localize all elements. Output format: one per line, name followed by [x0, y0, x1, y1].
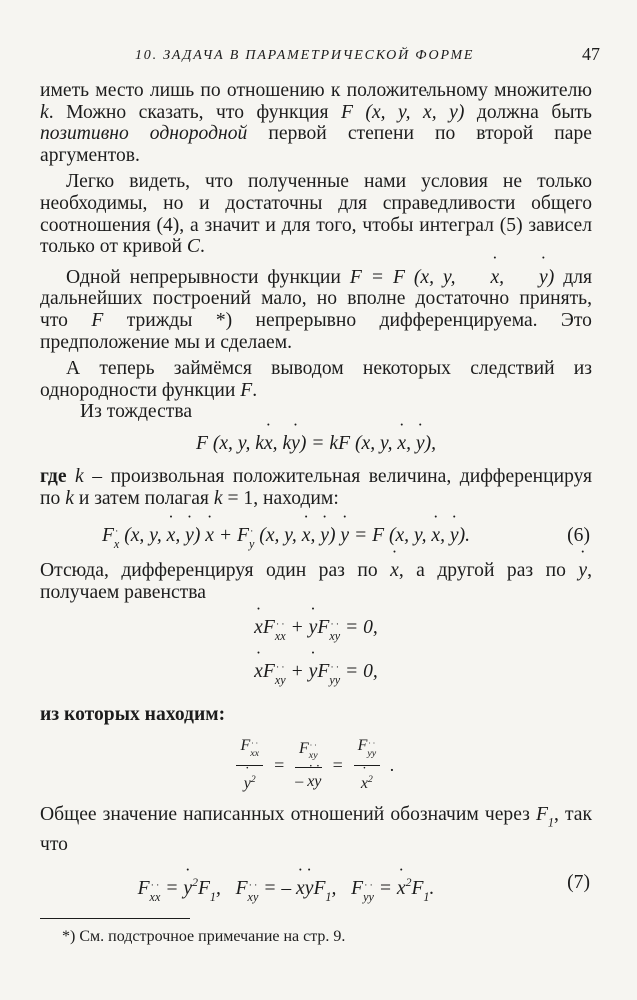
paragraph-5: Из тождества [80, 401, 193, 423]
footnote-rule [40, 918, 190, 919]
paragraph-9: Общее значение написанных отношений обозначим через $F_1$, так что [40, 804, 592, 856]
system-equation-2: ˙ xF˙ $_{x˙ y}$ + ˙ yF˙ $_{y˙ y}$ = 0, [40, 657, 592, 695]
running-title: 10. ЗАДАЧА В ПАРАМЕТРИЧЕСКОЙ ФОРМЕ [135, 48, 475, 63]
paragraph-2: Легко видеть, что полученные нами условия не только необходимы, но и достаточны для справедливости общего соотношения (4), а значит и для того, чтобы интеграл (5) зависел только от кривой C. [40, 171, 592, 258]
paragraph-6: где k – произвольная положительная величина, дифференцируя по k и затем полагая k = 1, находим: [40, 465, 593, 509]
equation-system [40, 613, 592, 694]
ratio-equation: F˙ $_{x˙ x}$ ˙ $y^2$ = F˙ $_{x˙ y}$ – ˙ x˙ y = F˙ $_{y˙ y}$ ˙ $x^2$ . [40, 735, 592, 795]
ratio-3: F˙ $_{y˙ y}$ ˙ $x^2$ [354, 735, 381, 796]
paragraph-8: из которых находим: [40, 703, 226, 725]
equation-6: F˙ $_x$ (x, y, ˙ x, ˙ y) ˙ x + F˙ $_y$ (x, y, ˙ x, ˙ y) ˙ y = F (x, y, ˙ x, ˙ y). (6) [40, 521, 592, 551]
paragraph-1: иметь место лишь по отношению к положительному множителю k. Можно сказать, что функция F (x, y, ˙ x, ˙ y) должна быть позитивно однородной первой степени по второй паре аргументов. [40, 80, 592, 166]
running-header [40, 44, 600, 68]
footnote: *) См. подстрочное примечание на стр. 9. [62, 928, 346, 945]
page-number: 47 [582, 44, 600, 64]
equation-7: F˙ $_{x˙ x}$ = ˙ $y^2F_1$, F˙ $_{x˙ y}$ = – ˙ x˙ $yF_1$, F˙ $_{y˙ y}$ = ˙ $x^2F_1$. (7) [40, 868, 592, 898]
identity-equation: F (x, y, k˙ x, k˙ y) = kF (x, y, ˙ x, ˙ y), [40, 431, 592, 457]
paragraph-7: Отсюда, дифференцируя один раз по ˙ x, а другой раз по ˙ y, получаем равенства [40, 560, 592, 603]
page-body [40, 80, 593, 904]
equation-number-7: (7) [567, 872, 590, 894]
system-equation-1: ˙ xF˙ $_{x˙ x}$ + ˙ yF˙ $_{x˙ y}$ = 0, [40, 613, 592, 651]
paragraph-4: А теперь займёмся выводом некоторых следствий из однородности функции F. [40, 358, 592, 401]
formula-F-def: F = F (x, y, ˙ x, ˙ y) [350, 267, 554, 288]
term-positive-homogeneous: позитивно однородной [40, 123, 248, 145]
formula-F-args: F (x, y, ˙ x, ˙ y) [341, 102, 464, 123]
equation-number-6: (6) [567, 525, 590, 547]
ratio-2: F˙ $_{x˙ y}$ – ˙ x˙ y [295, 738, 322, 794]
ratio-1: F˙ $_{x˙ x}$ ˙ $y^2$ [236, 735, 263, 796]
paragraph-3: Одной непрерывности функции F = F (x, y, ˙ x, ˙ y) для дальнейших построений мало, но вполне достаточно принять, что F трижды *) непрерывно дифференцируема. Это предположение мы и сделаем. [40, 267, 592, 353]
